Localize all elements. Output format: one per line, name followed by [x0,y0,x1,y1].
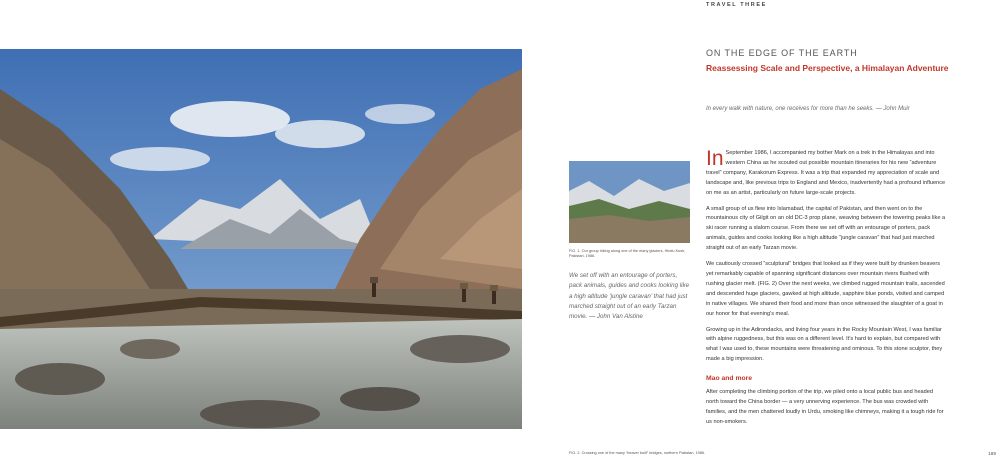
chapter-title: ON THE EDGE OF THE EARTH [706,48,858,58]
hero-photo [0,49,522,429]
paragraph-1-text: September 1986, I accompanied my bother Mark on a trek in the Himalayas and into western China as he scouted out possible mountain itineraries for his new “adventure travel” company, Karakorum Express. It was a trip that expanded my appreciation of scale and landscape and, like previous trips to England and Mexico, inadvertently had a profound influence on me as an artist, particularly on future large-scale projects. [706,150,946,196]
page-number: 189 [988,452,997,457]
section-heading-mao: Mao and more [706,375,753,383]
paragraph-2: A small group of us flew into Islamabad, the capital of Pakistan, and then went on to the mountainous city of Gilgit on an old DC-3 prop plane, weaving between the towering peaks like a ski racer running a slalom course. From there we set off with an entourage of porters, pack animals, guides and cooks looking like a high altitude “jungle caravan” that had just marched straight out of an early Tarzan movie. [706,205,946,252]
drop-cap: In [706,147,724,170]
paragraph-1 [706,149,946,199]
figure-2-caption: FIG. 2. Crossing one of the many “beaver built” bridges, northern Pakistan, 1986. [569,451,706,455]
figure-1-caption: FIG. 1. Our group hiking along one of the many glaciers, Hindu Kush, Pakistan, 1986. [569,249,686,259]
paragraph-4: Growing up in the Adirondacks, and living four years in the Rocky Mountain West, I was familiar with alpine ruggedness, but this was on a different level. It’s hard to explain, but compared with what I was used to, these mountains were threatening and ominous. To this stone sculptor, they made a big impression. [706,326,943,363]
hero-photo-illustration [0,49,522,429]
paragraph-3: We cautiously crossed “sculptural” bridges that looked as if they were built by drunken beavers yet remarkably capable of spanning significant distances over mountain rivers flushed with rushing glacier melt. (FIG. 2) Over the next weeks, we climbed rugged mountain trails, ascended and descended huge glaciers, gawked at high altitude, sapphire blue ponds, visited and camped in native villages. We shared their food and more than once witnessed the slaughter of a goat in our honor for that evening’s meal. [706,261,945,317]
chapter-subtitle: Reassessing Scale and Perspective, a Himalayan Adventure [706,63,949,73]
paragraph-5: After completing the climbing portion of the trip, we piled onto a local public bus and headed north toward the China border — a very unnerving experience. The bus was crowded with families, and the men chattered loudly in Urdu, smoking like chimneys, making it a tough ride for us non-smokers. [706,389,944,425]
pull-quote: We set off with an entourage of porters, pack animals, guides and cooks looking like a high altitude ‘jungle caravan’ that had just marched straight out of an early Tarzan movie. — John Van Alstine [569,272,690,321]
section-label: TRAVEL THREE [706,2,767,8]
epigraph: In every walk with nature, one receives for more than he seeks. — John Muir [706,106,910,112]
figure-1-photo [569,161,690,243]
article-body [706,149,946,434]
figure-1-illustration [569,161,690,243]
